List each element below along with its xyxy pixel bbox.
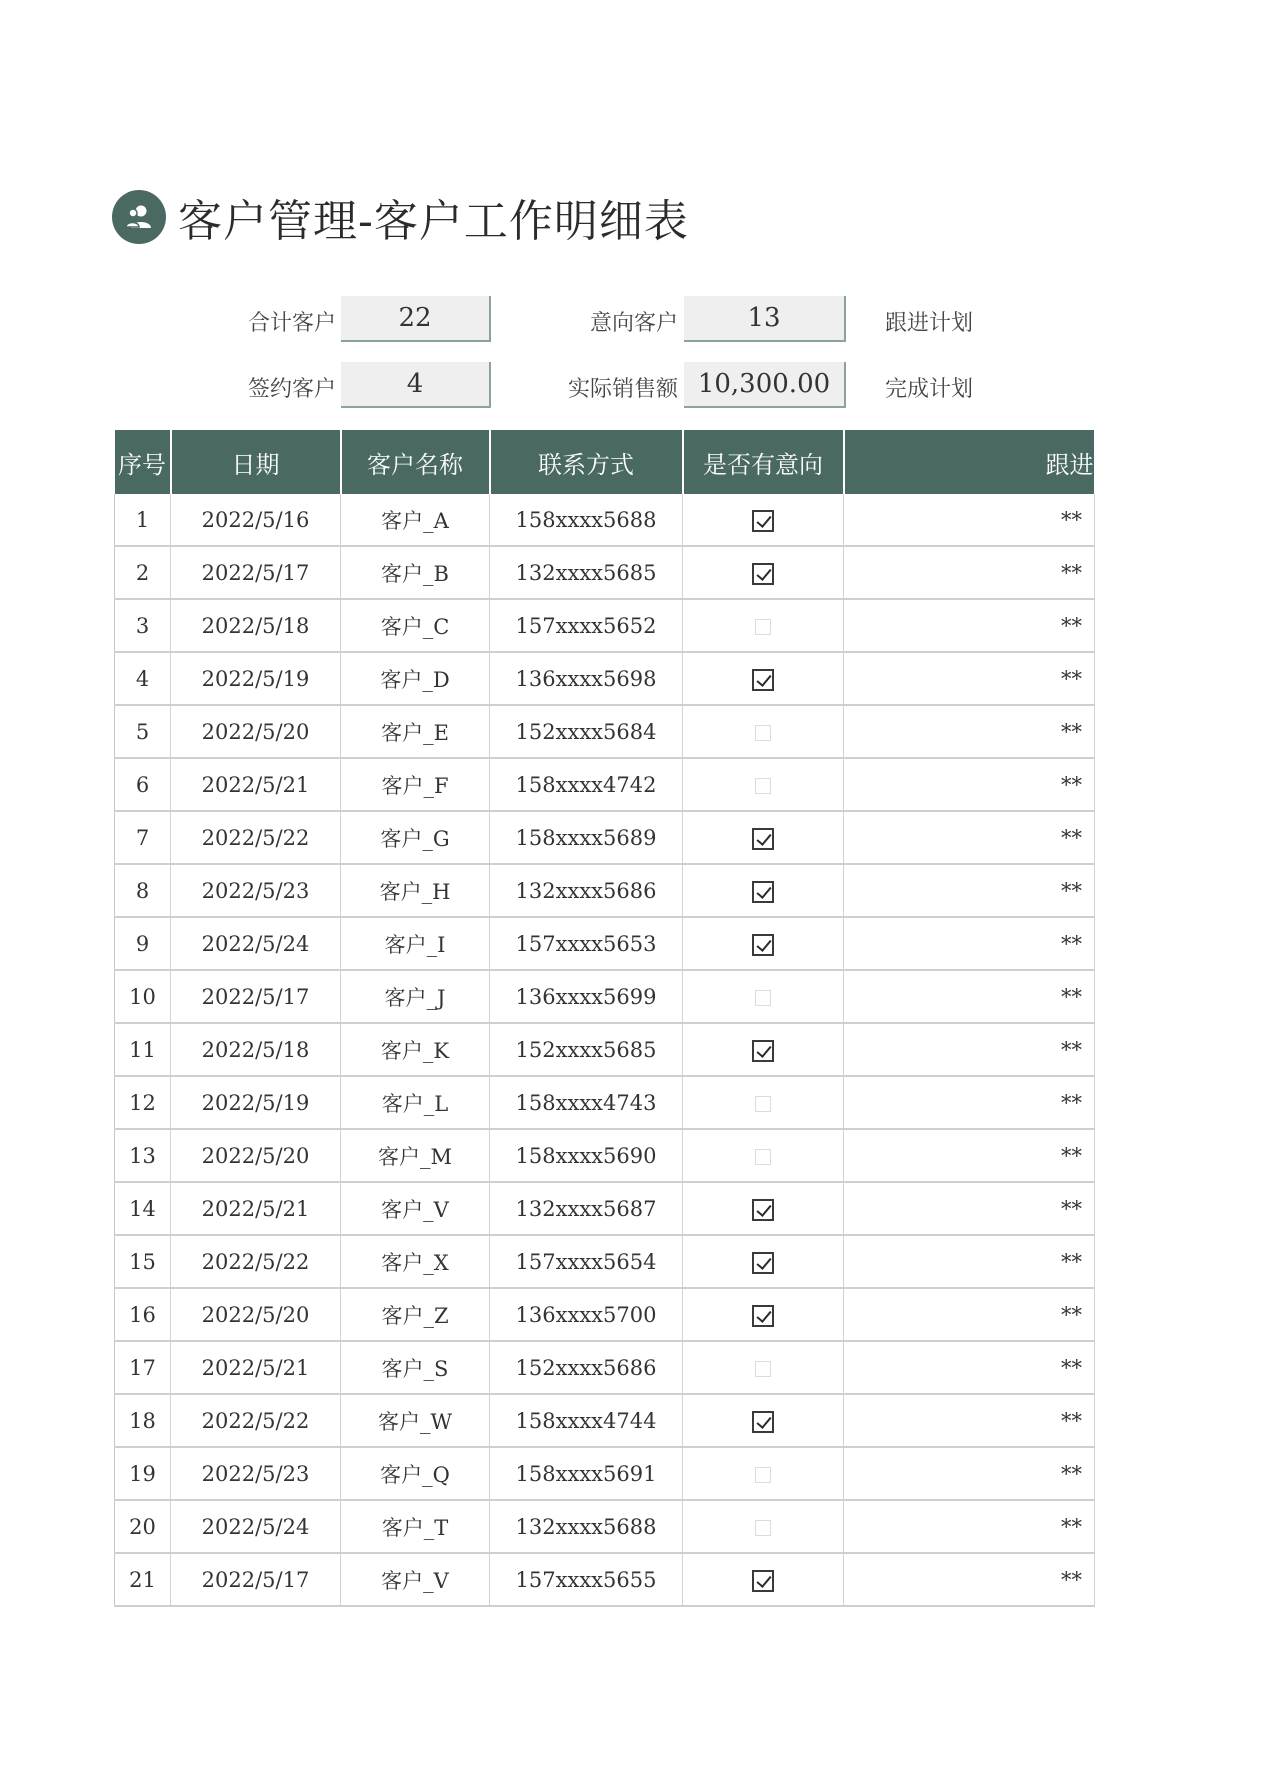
row-intent-cell <box>683 1288 844 1341</box>
intent-checkbox[interactable] <box>755 990 771 1006</box>
row-follow-cell: ** <box>844 1447 1095 1500</box>
row-phone-cell: 152xxxx5686 <box>490 1341 683 1394</box>
table-row <box>115 1394 1095 1447</box>
row-no-cell: 3 <box>115 599 171 652</box>
intent-checkbox[interactable] <box>755 1096 771 1112</box>
row-name-cell: 客户_I <box>341 917 490 970</box>
row-intent-cell <box>683 599 844 652</box>
row-follow-cell: ** <box>844 546 1095 599</box>
row-date-cell: 2022/5/24 <box>171 1500 341 1553</box>
actual-sales-value: 10,300.00 <box>684 362 846 408</box>
intent-checkbox[interactable] <box>752 1411 774 1433</box>
row-date-cell: 2022/5/20 <box>171 1288 341 1341</box>
row-follow-cell: ** <box>844 1500 1095 1553</box>
table-row <box>115 970 1095 1023</box>
row-date-cell: 2022/5/17 <box>171 1553 341 1606</box>
col-header-no[interactable]: 序号 <box>115 430 171 494</box>
row-name-cell: 客户_L <box>341 1076 490 1129</box>
row-phone-cell: 136xxxx5700 <box>490 1288 683 1341</box>
row-name-cell: 客户_H <box>341 864 490 917</box>
row-follow-cell: ** <box>844 599 1095 652</box>
col-header-date[interactable]: 日期 <box>171 430 341 494</box>
users-icon <box>112 190 166 244</box>
row-phone-cell: 157xxxx5655 <box>490 1553 683 1606</box>
row-phone-cell: 158xxxx5689 <box>490 811 683 864</box>
row-no-cell: 17 <box>115 1341 171 1394</box>
row-no-cell: 16 <box>115 1288 171 1341</box>
intent-checkbox[interactable] <box>752 881 774 903</box>
row-name-cell: 客户_J <box>341 970 490 1023</box>
row-phone-cell: 152xxxx5684 <box>490 705 683 758</box>
row-intent-cell <box>683 811 844 864</box>
row-date-cell: 2022/5/16 <box>171 494 341 546</box>
intent-checkbox[interactable] <box>752 1305 774 1327</box>
table-row <box>115 546 1095 599</box>
row-date-cell: 2022/5/21 <box>171 1341 341 1394</box>
row-date-cell: 2022/5/19 <box>171 1076 341 1129</box>
row-phone-cell: 158xxxx5691 <box>490 1447 683 1500</box>
intent-checkbox[interactable] <box>752 1199 774 1221</box>
row-name-cell: 客户_Q <box>341 1447 490 1500</box>
row-follow-cell: ** <box>844 1129 1095 1182</box>
row-no-cell: 6 <box>115 758 171 811</box>
row-no-cell: 15 <box>115 1235 171 1288</box>
row-name-cell: 客户_A <box>341 494 490 546</box>
row-follow-cell: ** <box>844 494 1095 546</box>
row-intent-cell <box>683 1500 844 1553</box>
intent-checkbox[interactable] <box>752 669 774 691</box>
row-date-cell: 2022/5/23 <box>171 864 341 917</box>
row-phone-cell: 136xxxx5699 <box>490 970 683 1023</box>
row-no-cell: 4 <box>115 652 171 705</box>
total-customers-label: 合计客户 <box>247 311 336 336</box>
row-no-cell: 19 <box>115 1447 171 1500</box>
row-phone-cell: 132xxxx5687 <box>490 1182 683 1235</box>
row-no-cell: 9 <box>115 917 171 970</box>
row-intent-cell <box>683 705 844 758</box>
row-name-cell: 客户_Z <box>341 1288 490 1341</box>
row-follow-cell: ** <box>844 1182 1095 1235</box>
row-phone-cell: 158xxxx4743 <box>490 1076 683 1129</box>
col-header-intent[interactable]: 是否有意向 <box>683 430 844 494</box>
row-intent-cell <box>683 1023 844 1076</box>
row-name-cell: 客户_F <box>341 758 490 811</box>
row-follow-cell: ** <box>844 1394 1095 1447</box>
row-no-cell: 21 <box>115 1553 171 1606</box>
row-intent-cell <box>683 652 844 705</box>
table-row <box>115 1235 1095 1288</box>
col-header-contact[interactable]: 联系方式 <box>490 430 683 494</box>
intent-checkbox[interactable] <box>752 1252 774 1274</box>
row-phone-cell: 157xxxx5654 <box>490 1235 683 1288</box>
table-row <box>115 1553 1095 1606</box>
intent-checkbox[interactable] <box>755 1149 771 1165</box>
row-name-cell: 客户_X <box>341 1235 490 1288</box>
row-phone-cell: 132xxxx5688 <box>490 1500 683 1553</box>
intent-customers-label: 意向客户 <box>589 311 678 336</box>
row-no-cell: 11 <box>115 1023 171 1076</box>
row-follow-cell: ** <box>844 1553 1095 1606</box>
page-header <box>112 184 689 250</box>
row-follow-cell: ** <box>844 811 1095 864</box>
row-phone-cell: 152xxxx5685 <box>490 1023 683 1076</box>
row-name-cell: 客户_T <box>341 1500 490 1553</box>
row-no-cell: 2 <box>115 546 171 599</box>
table-row <box>115 1500 1095 1553</box>
row-date-cell: 2022/5/20 <box>171 705 341 758</box>
row-follow-cell: ** <box>844 758 1095 811</box>
row-no-cell: 13 <box>115 1129 171 1182</box>
row-intent-cell <box>683 864 844 917</box>
row-follow-cell: ** <box>844 1341 1095 1394</box>
row-date-cell: 2022/5/22 <box>171 811 341 864</box>
intent-customers-value: 13 <box>684 296 846 342</box>
intent-checkbox[interactable] <box>752 510 774 532</box>
intent-checkbox[interactable] <box>752 1040 774 1062</box>
row-follow-cell: ** <box>844 1023 1095 1076</box>
row-date-cell: 2022/5/22 <box>171 1235 341 1288</box>
table-row <box>115 599 1095 652</box>
row-name-cell: 客户_E <box>341 705 490 758</box>
intent-checkbox[interactable] <box>755 1467 771 1483</box>
row-date-cell: 2022/5/21 <box>171 758 341 811</box>
table-header <box>115 430 1095 494</box>
intent-checkbox[interactable] <box>755 619 771 635</box>
table-row <box>115 1129 1095 1182</box>
table-row <box>115 494 1095 546</box>
customer-table <box>114 430 1094 1608</box>
row-no-cell: 14 <box>115 1182 171 1235</box>
table-row <box>115 1182 1095 1235</box>
row-date-cell: 2022/5/17 <box>171 970 341 1023</box>
row-name-cell: 客户_W <box>341 1394 490 1447</box>
row-no-cell: 5 <box>115 705 171 758</box>
row-name-cell: 客户_C <box>341 599 490 652</box>
row-date-cell: 2022/5/19 <box>171 652 341 705</box>
follow-plan-label: 跟进计划 <box>885 311 974 336</box>
row-follow-cell: ** <box>844 1288 1095 1341</box>
row-phone-cell: 158xxxx4744 <box>490 1394 683 1447</box>
table-row <box>115 705 1095 758</box>
intent-checkbox[interactable] <box>752 1570 774 1592</box>
row-phone-cell: 157xxxx5652 <box>490 599 683 652</box>
table-row <box>115 1076 1095 1129</box>
row-name-cell: 客户_M <box>341 1129 490 1182</box>
row-intent-cell <box>683 494 844 546</box>
col-header-name[interactable]: 客户名称 <box>341 430 490 494</box>
row-intent-cell <box>683 1076 844 1129</box>
signed-customers-value: 4 <box>341 362 491 408</box>
row-phone-cell: 158xxxx5688 <box>490 494 683 546</box>
row-date-cell: 2022/5/17 <box>171 546 341 599</box>
row-no-cell: 8 <box>115 864 171 917</box>
total-customers-value: 22 <box>341 296 491 342</box>
row-name-cell: 客户_G <box>341 811 490 864</box>
row-date-cell: 2022/5/20 <box>171 1129 341 1182</box>
intent-checkbox[interactable] <box>752 934 774 956</box>
row-intent-cell <box>683 1447 844 1500</box>
row-date-cell: 2022/5/21 <box>171 1182 341 1235</box>
row-date-cell: 2022/5/18 <box>171 1023 341 1076</box>
row-phone-cell: 136xxxx5698 <box>490 652 683 705</box>
intent-checkbox[interactable] <box>752 563 774 585</box>
row-intent-cell <box>683 917 844 970</box>
table-row <box>115 1023 1095 1076</box>
intent-checkbox[interactable] <box>755 778 771 794</box>
row-intent-cell <box>683 1394 844 1447</box>
page-title: 客户管理-客户工作明细表 <box>178 196 689 247</box>
row-follow-cell: ** <box>844 1235 1095 1288</box>
actual-sales-label: 实际销售额 <box>567 377 678 402</box>
row-intent-cell <box>683 546 844 599</box>
row-phone-cell: 132xxxx5685 <box>490 546 683 599</box>
row-intent-cell <box>683 1182 844 1235</box>
row-date-cell: 2022/5/22 <box>171 1394 341 1447</box>
row-phone-cell: 132xxxx5686 <box>490 864 683 917</box>
row-phone-cell: 157xxxx5653 <box>490 917 683 970</box>
intent-checkbox[interactable] <box>752 828 774 850</box>
intent-checkbox[interactable] <box>755 725 771 741</box>
row-phone-cell: 158xxxx4742 <box>490 758 683 811</box>
table-row <box>115 652 1095 705</box>
intent-checkbox[interactable] <box>755 1520 771 1536</box>
row-follow-cell: ** <box>844 705 1095 758</box>
row-name-cell: 客户_K <box>341 1023 490 1076</box>
row-name-cell: 客户_B <box>341 546 490 599</box>
row-follow-cell: ** <box>844 652 1095 705</box>
done-plan-label: 完成计划 <box>885 377 974 402</box>
row-name-cell: 客户_S <box>341 1341 490 1394</box>
signed-customers-label: 签约客户 <box>247 377 336 402</box>
row-no-cell: 18 <box>115 1394 171 1447</box>
intent-checkbox[interactable] <box>755 1361 771 1377</box>
table-row <box>115 758 1095 811</box>
row-name-cell: 客户_V <box>341 1182 490 1235</box>
row-no-cell: 12 <box>115 1076 171 1129</box>
row-date-cell: 2022/5/23 <box>171 1447 341 1500</box>
table-row <box>115 864 1095 917</box>
row-follow-cell: ** <box>844 970 1095 1023</box>
row-intent-cell <box>683 1129 844 1182</box>
table-row <box>115 1447 1095 1500</box>
table-row <box>115 917 1095 970</box>
row-intent-cell <box>683 1341 844 1394</box>
row-intent-cell <box>683 1235 844 1288</box>
row-follow-cell: ** <box>844 864 1095 917</box>
table-row <box>115 811 1095 864</box>
row-name-cell: 客户_V <box>341 1553 490 1606</box>
row-no-cell: 20 <box>115 1500 171 1553</box>
row-phone-cell: 158xxxx5690 <box>490 1129 683 1182</box>
row-intent-cell <box>683 970 844 1023</box>
row-no-cell: 7 <box>115 811 171 864</box>
table-row <box>115 1341 1095 1394</box>
row-follow-cell: ** <box>844 917 1095 970</box>
row-no-cell: 1 <box>115 494 171 546</box>
row-no-cell: 10 <box>115 970 171 1023</box>
row-date-cell: 2022/5/24 <box>171 917 341 970</box>
row-intent-cell <box>683 1553 844 1606</box>
row-follow-cell: ** <box>844 1076 1095 1129</box>
row-date-cell: 2022/5/18 <box>171 599 341 652</box>
col-header-follow[interactable]: 跟进 <box>844 430 1095 494</box>
row-name-cell: 客户_D <box>341 652 490 705</box>
row-intent-cell <box>683 758 844 811</box>
table-row <box>115 1288 1095 1341</box>
